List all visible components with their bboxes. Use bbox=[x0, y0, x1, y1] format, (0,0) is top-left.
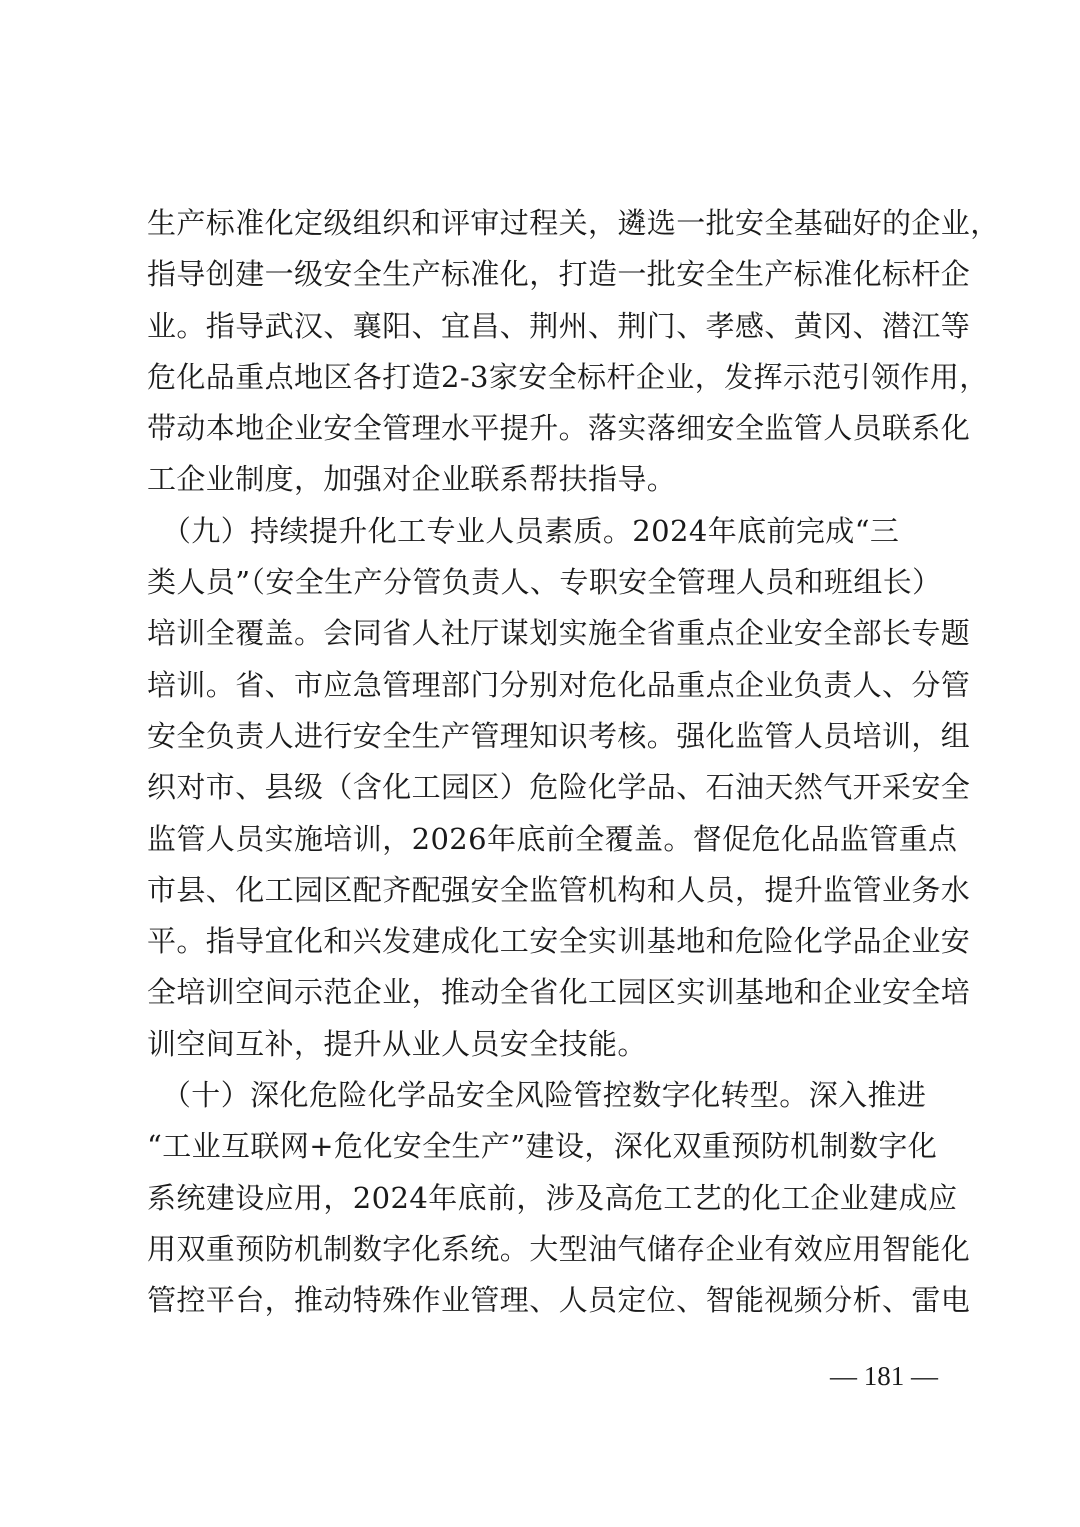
text-line: 业。指导武汉、襄阳、宜昌、荆州、荆门、孝感、黄冈、潜江等 bbox=[147, 308, 971, 343]
text-line: 平。指导宜化和兴发建成化工安全实训基地和危险化学品企业安 bbox=[147, 924, 971, 959]
text-line: 安全负责人进行安全生产管理知识考核。强化监管人员培训，组 bbox=[147, 718, 971, 753]
text-line: “工业互联网+危化安全生产”建设，深化双重预防机制数字化 bbox=[147, 1129, 938, 1164]
text-line: 指导创建一级安全生产标准化，打造一批安全生产标准化标杆企 bbox=[147, 257, 971, 292]
section-heading-line: （十）深化危险化学品安全风险管控数字化转型。深入推进 bbox=[147, 1078, 927, 1113]
text-line: 类人员”（安全生产分管负责人、专职安全管理人员和班组长） bbox=[147, 565, 942, 600]
text-line: 市县、化工园区配齐配强安全监管机构和人员，提升监管业务水 bbox=[147, 872, 971, 907]
text-line: 培训全覆盖。会同省人社厅谋划实施全省重点企业安全部长专题 bbox=[147, 616, 971, 651]
text-line: 训空间互补，提升从业人员安全技能。 bbox=[147, 1026, 647, 1061]
section-heading-line: （九）持续提升化工专业人员素质。2024年底前完成“三 bbox=[147, 513, 900, 548]
text-line: 系统建设应用，2024年底前，涉及高危工艺的化工企业建成应 bbox=[147, 1180, 958, 1215]
text-line: 培训。省、市应急管理部门分别对危化品重点企业负责人、分管 bbox=[147, 667, 971, 702]
text-line: 带动本地企业安全管理水平提升。落实落细安全监管人员联系化 bbox=[147, 411, 971, 446]
text-line: 危化品重点地区各打造2-3家安全标杆企业，发挥示范引领作用， bbox=[147, 359, 989, 394]
text-line: 工企业制度，加强对企业联系帮扶指导。 bbox=[147, 462, 677, 497]
text-line: 织对市、县级（含化工园区）危险化学品、石油天然气开采安全 bbox=[147, 770, 971, 805]
page-number: — 181 — bbox=[830, 1361, 938, 1391]
text-line: 监管人员实施培训，2026年底前全覆盖。督促危化品监管重点 bbox=[147, 821, 958, 856]
text-line: 用双重预防机制数字化系统。大型油气储存企业有效应用智能化 bbox=[147, 1231, 971, 1266]
text-line: 管控平台，推动特殊作业管理、人员定位、智能视频分析、雷电 bbox=[147, 1283, 971, 1318]
body-text bbox=[147, 198, 1000, 1327]
text-line: 生产标准化定级组织和评审过程关，遴选一批安全基础好的企业， bbox=[147, 206, 1000, 240]
text-line: 全培训空间示范企业，推动全省化工园区实训基地和企业安全培 bbox=[147, 975, 971, 1010]
